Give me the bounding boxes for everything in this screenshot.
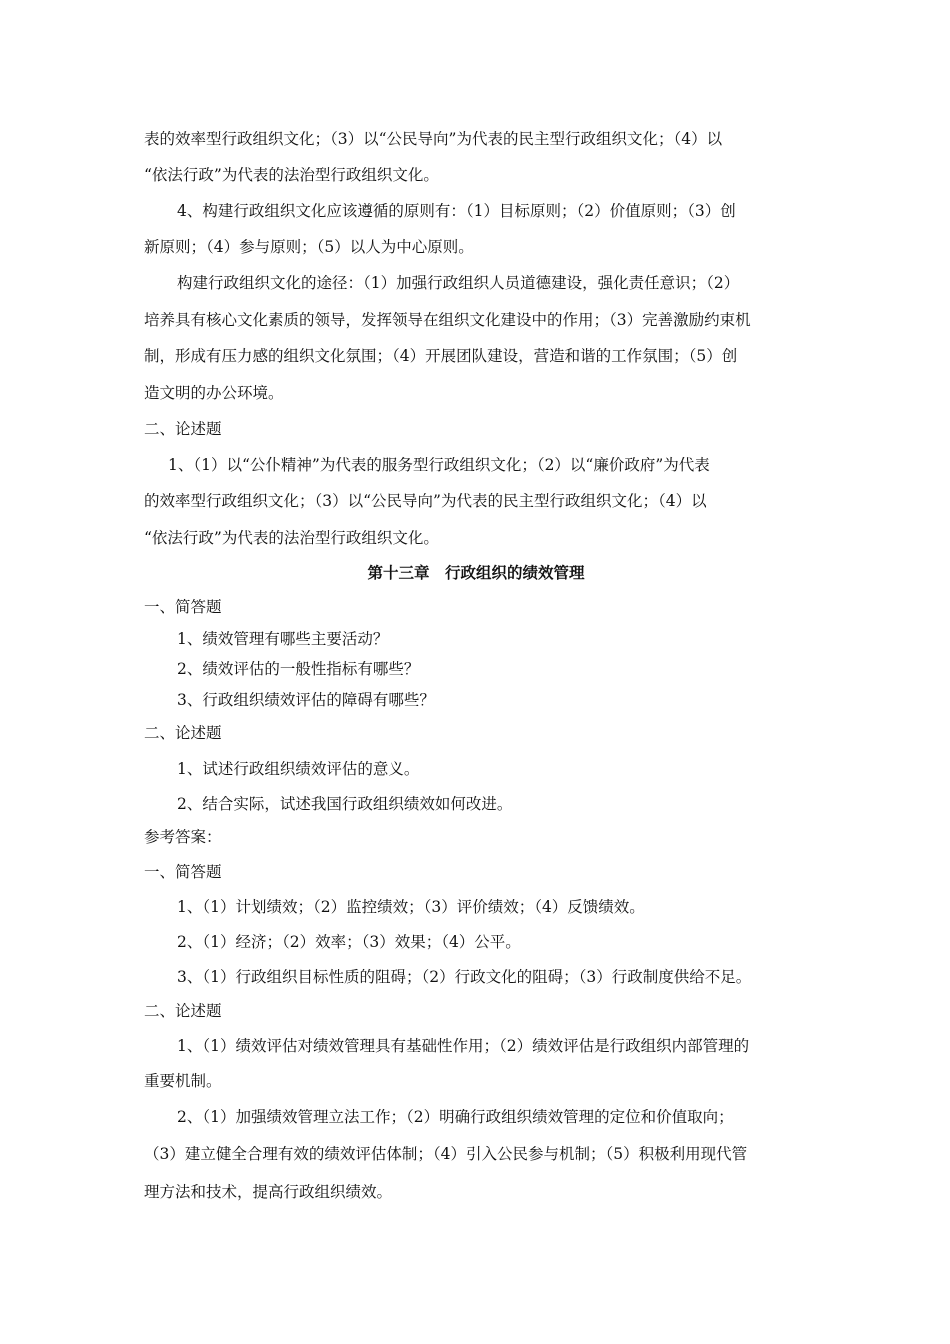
text-line: 表的效率型行政组织文化；（3）以“公民导向”为代表的民主型行政组织文化；（4）以	[144, 130, 723, 148]
question-line: 3、行政组织绩效评估的障碍有哪些？	[177, 691, 435, 709]
answer-line: 重要机制。	[144, 1072, 222, 1090]
text-line: 4、构建行政组织文化应该遵循的原则有：（1）目标原则；（2）价值原则；（3）创	[177, 202, 736, 220]
question-line: 1、试述行政组织绩效评估的意义。	[177, 760, 420, 778]
answer-line: 理方法和技术，提高行政组织绩效。	[144, 1183, 393, 1201]
answer-line: 3、（1）行政组织目标性质的阻碍；（2）行政文化的阻碍；（3）行政制度供给不足。	[177, 968, 752, 986]
text-line: 造文明的办公环境。	[144, 384, 284, 402]
answer-line: 1、（1）计划绩效；（2）监控绩效；（3）评价绩效；（4）反馈绩效。	[177, 898, 645, 916]
section-heading: 二、论述题	[144, 1002, 222, 1020]
text-line: 构建行政组织文化的途径：（1）加强行政组织人员道德建设，强化责任意识；（2）	[177, 274, 740, 292]
answer-line: 1、（1）绩效评估对绩效管理具有基础性作用；（2）绩效评估是行政组织内部管理的	[177, 1037, 750, 1055]
chapter-title: 第十三章 行政组织的绩效管理	[367, 564, 585, 582]
question-line: 2、结合实际，试述我国行政组织绩效如何改进。	[177, 795, 513, 813]
text-line: 1、（1）以“公仆精神”为代表的服务型行政组织文化；（2）以“廉价政府”为代表	[168, 456, 710, 474]
text-line: 制，形成有压力感的组织文化氛围；（4）开展团队建设，营造和谐的工作氛围；（5）创	[144, 347, 738, 365]
question-line: 1、绩效管理有哪些主要活动？	[177, 630, 389, 648]
answer-heading: 参考答案：	[144, 828, 222, 846]
text-line: 新原则；（4）参与原则；（5）以人为中心原则。	[144, 238, 474, 256]
section-heading: 一、简答题	[144, 598, 222, 616]
answer-line: 2、（1）加强绩效管理立法工作；（2）明确行政组织绩效管理的定位和价值取向；	[177, 1108, 734, 1126]
text-line: 培养具有核心文化素质的领导，发挥领导在组织文化建设中的作用；（3）完善激励约束机	[144, 311, 751, 329]
text-line: “依法行政”为代表的法治型行政组织文化。	[144, 529, 439, 547]
text-line: 的效率型行政组织文化；（3）以“公民导向”为代表的民主型行政组织文化；（4）以	[144, 492, 707, 510]
text-line: “依法行政”为代表的法治型行政组织文化。	[144, 166, 439, 184]
section-heading: 二、论述题	[144, 420, 222, 438]
question-line: 2、绩效评估的一般性指标有哪些？	[177, 660, 420, 678]
section-heading: 二、论述题	[144, 724, 222, 742]
answer-line: 2、（1）经济；（2）效率；（3）效果；（4）公平。	[177, 933, 521, 951]
answer-line: （3）建立健全合理有效的绩效评估体制；（4）引入公民参与机制；（5）积极利用现代管	[144, 1145, 748, 1163]
section-heading: 一、简答题	[144, 863, 222, 881]
